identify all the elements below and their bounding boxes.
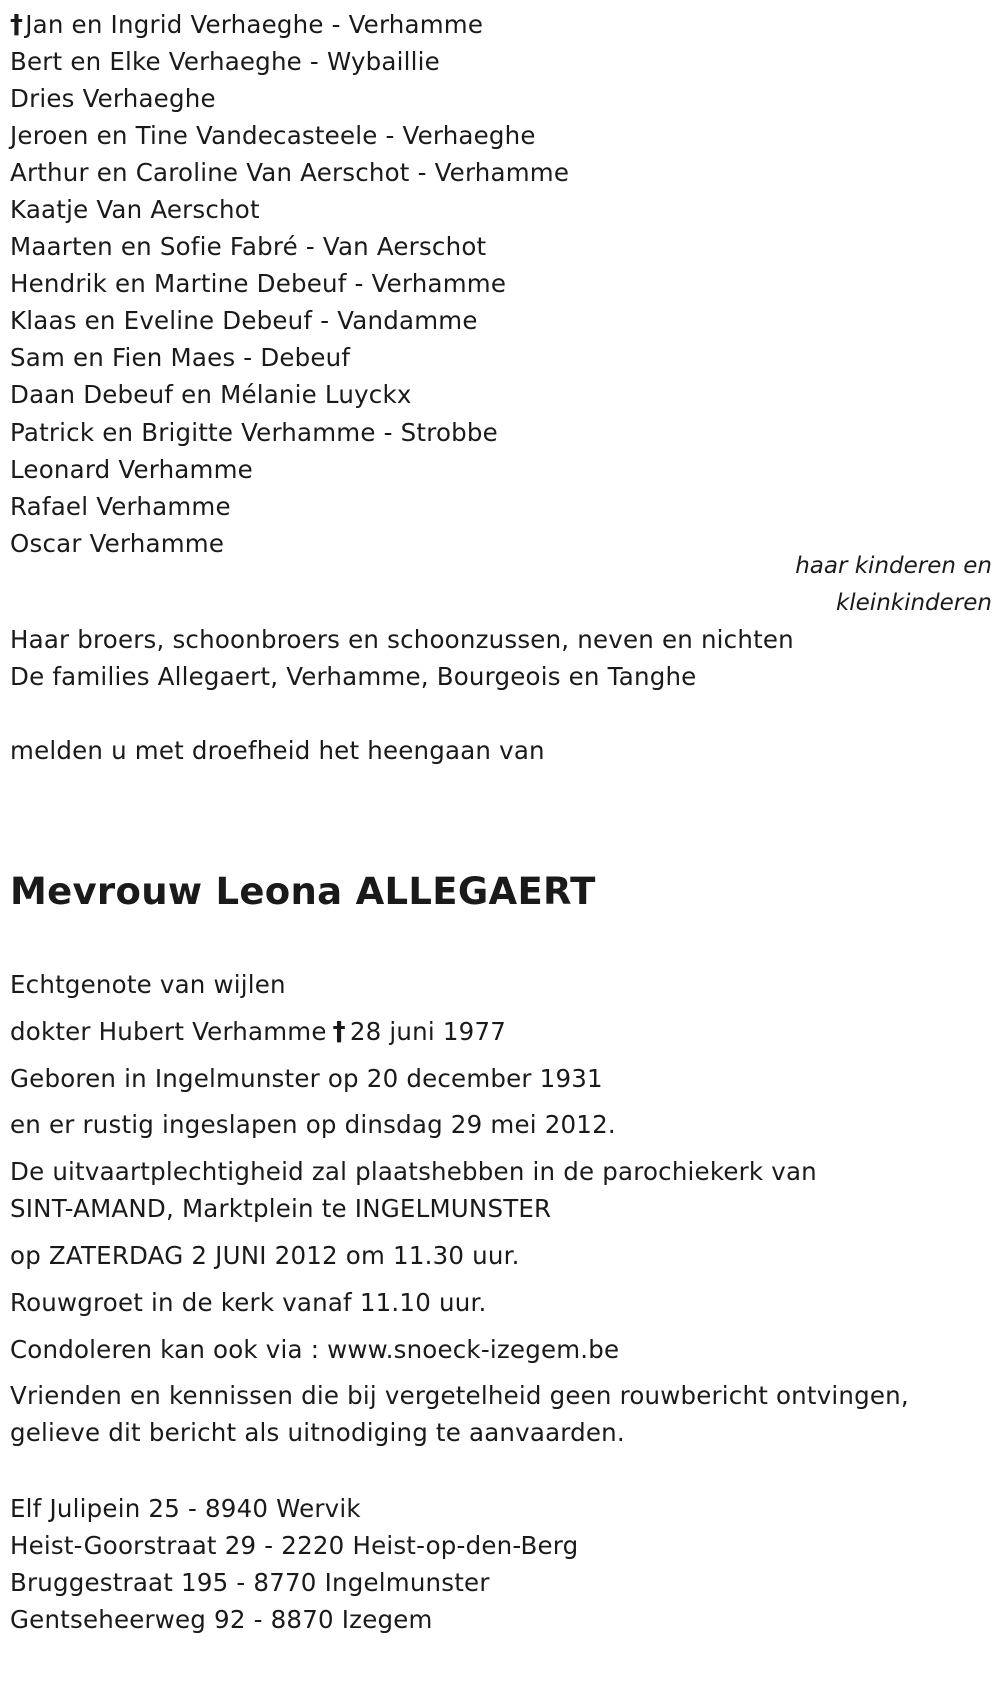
birth-line: Geboren in Ingelmunster op 20 december 1931 [10,1064,603,1093]
family-line-12: Patrick en Brigitte Verhamme - Strobbe [10,418,498,447]
cross-icon: † [10,10,24,40]
address-4: Gentseheerweg 92 - 8870 Izegem [10,1605,433,1634]
address-2: Heist-Goorstraat 29 - 2220 Heist-op-den-Berg [10,1531,579,1560]
spouse-intro: Echtgenote van wijlen [10,970,286,999]
greeting-line: Rouwgroet in de kerk vanaf 11.10 uur. [10,1288,487,1317]
children-label-line-1: haar kinderen en [795,553,992,579]
family-line-7: Maarten en Sofie Fabré - Van Aerschot [10,232,487,261]
relatives-line-1: Haar broers, schoonbroers en schoonzussen, neven en nichten [10,625,794,654]
condolence-line: Condoleren kan ook via : www.snoeck-izegem.be [10,1335,620,1364]
address-1: Elf Julipein 25 - 8940 Wervik [10,1494,361,1523]
funeral-date: op ZATERDAG 2 JUNI 2012 om 11.30 uur. [10,1241,520,1270]
deceased-name: Mevrouw Leona ALLEGAERT [10,870,596,913]
cross-icon: † [332,1017,346,1047]
family-line-15: Oscar Verhamme [10,529,225,558]
spouse-line: dokter Hubert Verhamme † 28 juni 1977 [10,1017,507,1047]
relatives-line-2: De families Allegaert, Verhamme, Bourgeois en Tanghe [10,662,697,691]
death-line: en er rustig ingeslapen op dinsdag 29 mei 2012. [10,1110,616,1139]
family-line-4: Jeroen en Tine Vandecasteele - Verhaeghe [10,121,536,150]
family-line-9: Klaas en Eveline Debeuf - Vandamme [10,306,478,335]
address-3: Bruggestraat 195 - 8770 Ingelmunster [10,1568,490,1597]
children-label-line-2: kleinkinderen [835,590,992,616]
family-line-2: Bert en Elke Verhaeghe - Wybaillie [10,47,440,76]
family-line-13: Leonard Verhamme [10,455,253,484]
funeral-line-2: SINT-AMAND, Marktplein te INGELMUNSTER [10,1194,552,1223]
invitation-line-1: Vrienden en kennissen die bij vergetelheid geen rouwbericht ontvingen, [10,1381,909,1410]
announcement: melden u met droefheid het heengaan van [10,736,545,765]
family-line-8: Hendrik en Martine Debeuf - Verhamme [10,269,507,298]
family-line-5: Arthur en Caroline Van Aerschot - Verhamme [10,158,570,187]
funeral-line-1: De uitvaartplechtigheid zal plaatshebben in de parochiekerk van [10,1157,817,1186]
family-line-1: †Jan en Ingrid Verhaeghe - Verhamme [10,10,484,40]
family-line-14: Rafael Verhamme [10,492,231,521]
invitation-line-2: gelieve dit bericht als uitnodiging te aanvaarden. [10,1418,625,1447]
family-line-10: Sam en Fien Maes - Debeuf [10,343,351,372]
family-line-3: Dries Verhaeghe [10,84,216,113]
family-line-11: Daan Debeuf en Mélanie Luyckx [10,380,412,409]
family-line-6: Kaatje Van Aerschot [10,195,260,224]
